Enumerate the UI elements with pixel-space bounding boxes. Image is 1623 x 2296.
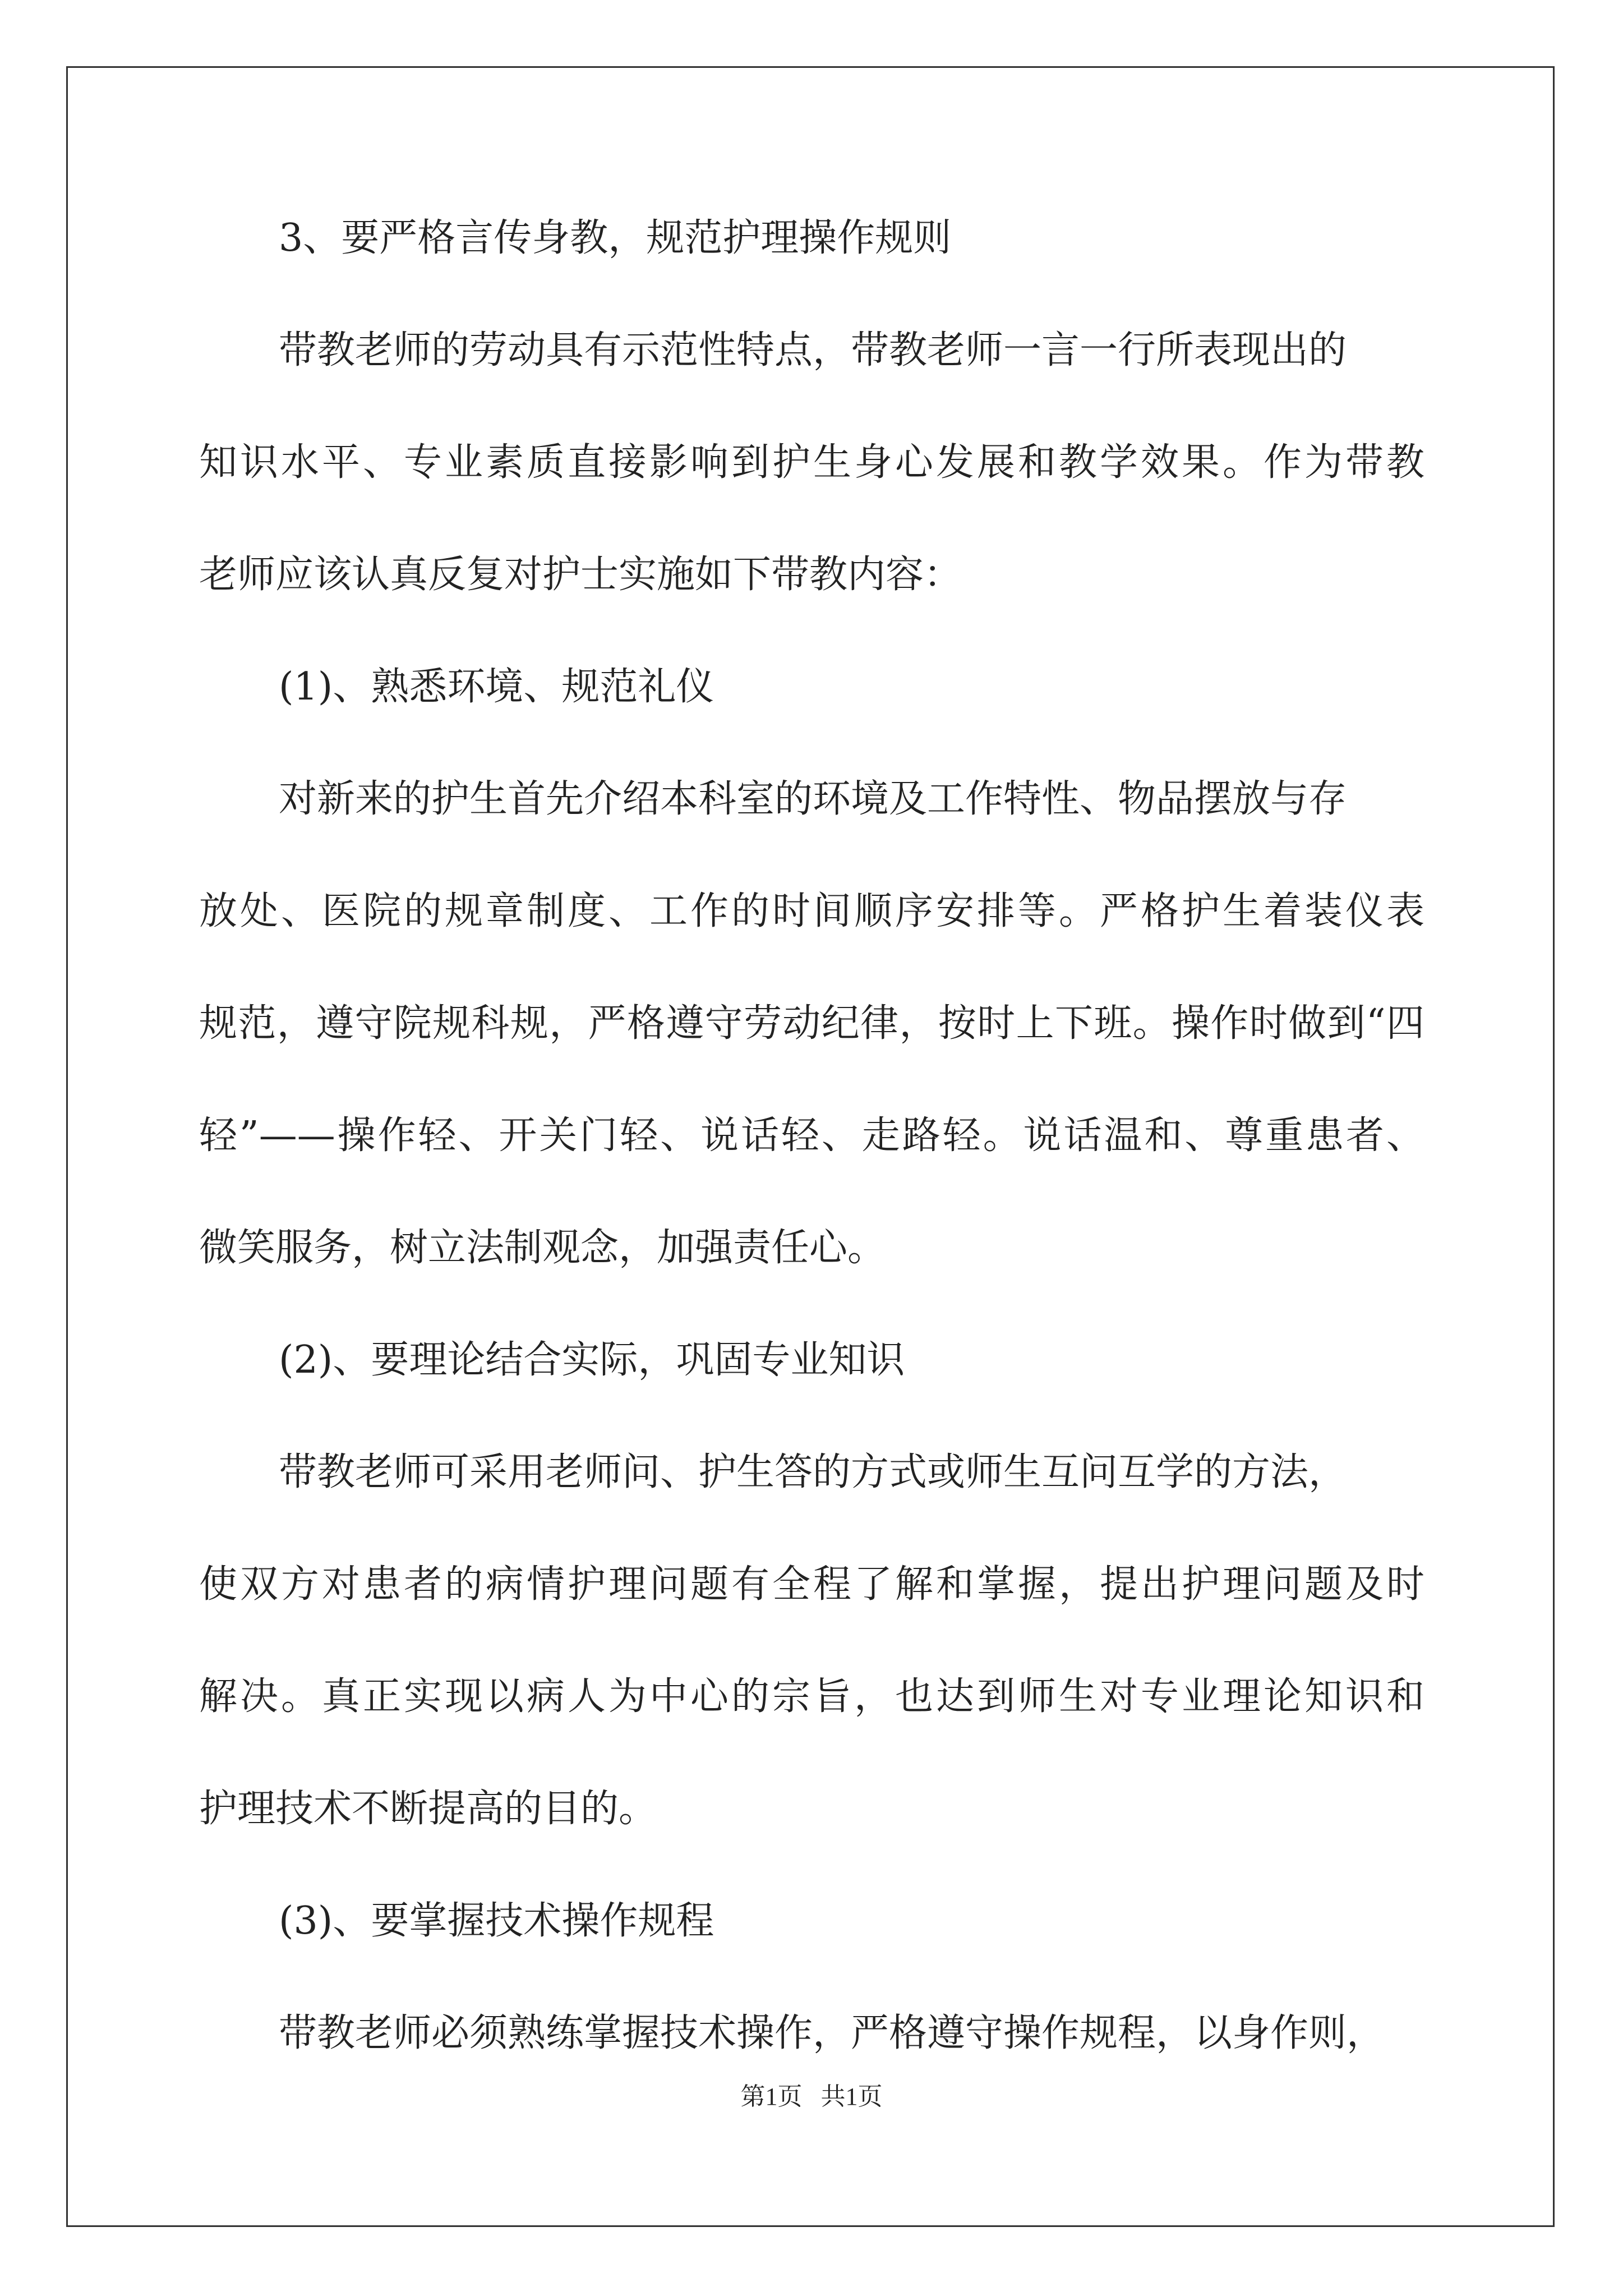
subheading-2: (2)、要理论结合实际，巩固专业知识 — [279, 1338, 905, 1382]
paragraph-line: 带教老师的劳动具有示范性特点，带教老师一言一行所表现出的 — [279, 328, 1347, 372]
paragraph-line: 带教老师必须熟练掌握技术操作，严格遵守操作规程，以身作则， — [279, 2011, 1385, 2055]
paragraph-line: 知识水平、专业素质直接影响到护生身心发展和教学效果。作为带教 — [199, 440, 1424, 485]
paragraph-line: 使双方对患者的病情护理问题有全程了解和掌握，提出护理问题及时 — [199, 1562, 1424, 1607]
paragraph-line: 带教老师可采用老师问、护生答的方式或师生互问互学的方法， — [279, 1450, 1347, 1494]
subheading-1: (1)、熟悉环境、规范礼仪 — [279, 665, 714, 709]
page-footer: 第1页 共1页 — [740, 2083, 883, 2110]
paragraph-line: 放处、医院的规章制度、工作的时间顺序安排等。严格护生着装仪表 — [199, 889, 1424, 933]
heading-3: 3、要严格言传身教，规范护理操作规则 — [279, 216, 952, 260]
paragraph-line: 解决。真正实现以病人为中心的宗旨，也达到师生对专业理论知识和 — [199, 1674, 1424, 1719]
paragraph-line: 护理技术不断提高的目的。 — [199, 1787, 657, 1831]
paragraph-line: 对新来的护生首先介绍本科室的环境及工作特性、物品摆放与存 — [279, 777, 1347, 821]
paragraph-line: 规范，遵守院规科规，严格遵守劳动纪律，按时上下班。操作时做到“四 — [199, 1001, 1424, 1046]
paragraph-line: 微笑服务，树立法制观念，加强责任心。 — [199, 1226, 886, 1270]
paragraph-line: 老师应该认真反复对护士实施如下带教内容： — [199, 553, 962, 597]
subheading-3: (3)、要掌握技术操作规程 — [279, 1899, 714, 1943]
paragraph-line: 轻”——操作轻、开关门轻、说话轻、走路轻。说话温和、尊重患者、 — [199, 1114, 1424, 1158]
